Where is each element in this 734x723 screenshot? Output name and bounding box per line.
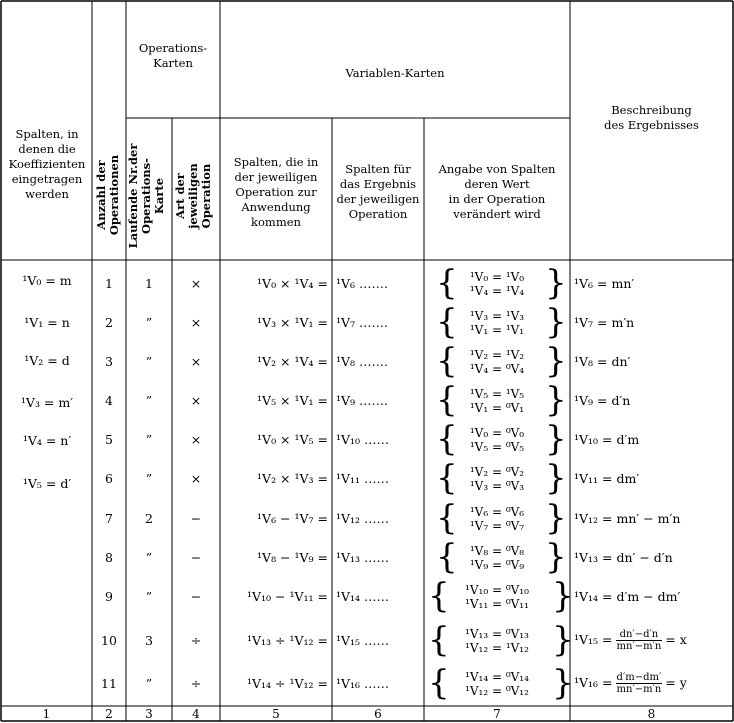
operation-number: 6 [105,471,113,486]
fraction-denominator: mn′−m′n [616,684,662,695]
result-variable: ¹V₇ ……. [336,315,388,330]
operation-number: 3 [105,354,113,369]
right-brace: } [545,537,567,577]
left-brace: { [436,302,458,342]
applied-variables: ¹V₁₄ ÷ ¹V₁₂ = [247,676,328,691]
left-brace: { [436,263,458,303]
coefficient-entry: ¹V₄ = n′ [22,433,72,448]
right-brace: } [545,263,567,303]
operation-type: ÷ [190,676,202,691]
card-number: ” [145,589,153,604]
right-brace: } [552,663,574,703]
header-spalten: Spalten, in denen die Koeffizienten eingetragen werden [8,127,86,201]
operation-number: 8 [105,550,113,565]
applied-variables: ¹V₃ × ¹V₁ = [257,315,328,330]
header-angabe: Angabe von Spalten deren Wert in der Operation verändert wird [438,162,556,221]
applied-variables: ¹V₀ × ¹V₄ = [257,276,328,291]
card-number: ” [145,550,153,565]
applied-variables: ¹V₈ − ¹V₉ = [257,550,328,565]
right-brace: } [552,620,574,660]
changed-variables: ¹V₁₄ = ⁰V₁₄ ¹V₁₂ = ⁰V₁₂ [465,670,529,698]
result-description: ¹V₆ = mn′ [574,276,635,291]
description-lhs: ¹V₁₅ = [574,632,613,647]
result-description [574,627,732,653]
header-beschreibung: Beschreibung des Ergebnisses [604,103,699,132]
card-number: ” [145,315,153,330]
column-number: 4 [192,707,200,721]
operation-number: 4 [105,393,113,408]
result-variable: ¹V₁₀ …… [336,432,390,447]
operation-type: − [190,550,202,565]
card-number: 2 [145,511,153,526]
operation-number: 5 [105,432,113,447]
changed-variables: ¹V₅ = ¹V₅ ¹V₁ = ⁰V₁ [469,387,525,415]
result-description: ¹V₁₁ = dm′ [574,471,640,486]
operation-number: 2 [105,315,113,330]
result-variable: ¹V₁₃ …… [336,550,390,565]
card-number: ” [145,676,153,691]
header-laufende: Laufende Nr.der Operations- Karte [126,143,166,249]
operation-type: × [190,354,202,369]
header-anzahl: Anzahl der Operationen [94,154,121,236]
result-description: ¹V₉ = d′n [574,393,631,408]
operation-number: 11 [101,676,117,691]
operation-number: 10 [101,633,117,648]
operation-type: ÷ [190,633,202,648]
left-brace: { [428,663,450,703]
result-variable: ¹V₉ ……. [336,393,388,408]
column-number: 2 [105,707,113,721]
right-brace: } [545,458,567,498]
left-brace: { [436,419,458,459]
result-description: ¹V₁₂ = mn′ − m′n [574,511,681,526]
changed-variables: ¹V₂ = ¹V₂ ¹V₄ = ⁰V₄ [469,348,525,376]
applied-variables: ¹V₁₃ ÷ ¹V₁₂ = [247,633,328,648]
fraction-denominator: mn′−m′n [616,641,662,652]
left-brace: { [428,620,450,660]
left-brace: { [436,458,458,498]
header-operations-karten: Operations- Karten [138,41,208,70]
column-number: 7 [493,707,501,721]
card-number: ” [145,393,153,408]
left-brace: { [436,341,458,381]
left-brace: { [428,576,450,616]
result-variable: ¹V₁₄ …… [336,589,390,604]
changed-variables: ¹V₀ = ⁰V₀ ¹V₅ = ⁰V₅ [469,426,525,454]
description-fraction [616,672,663,695]
right-brace: } [545,341,567,381]
description-fraction [616,629,663,652]
result-description: ¹V₁₃ = dn′ − d′n [574,550,673,565]
description-lhs: ¹V₁₆ = [574,675,613,690]
card-number: ” [145,432,153,447]
result-variable: ¹V₁₁ …… [336,471,390,486]
header-spalten-ergebnis: Spalten für das Ergebnis der jeweiligen Operation [336,162,420,221]
operation-number: 9 [105,589,113,604]
applied-variables: ¹V₂ × ¹V₄ = [257,354,328,369]
applied-variables: ¹V₆ − ¹V₇ = [257,511,328,526]
fraction-numerator: d′m−dm′ [616,672,662,683]
column-number: 5 [272,707,280,721]
left-brace: { [436,537,458,577]
changed-variables: ¹V₀ = ¹V₀ ¹V₄ = ¹V₄ [469,270,525,298]
changed-variables: ¹V₂ = ⁰V₂ ¹V₃ = ⁰V₃ [469,465,525,493]
fraction-numerator: dn′−d′n [616,629,663,641]
applied-variables: ¹V₁₀ − ¹V₁₁ = [247,589,328,604]
right-brace: } [545,380,567,420]
right-brace: } [552,576,574,616]
result-variable: ¹V₁₆ …… [336,676,390,691]
coefficient-entry: ¹V₂ = d [24,353,70,368]
coefficient-entry: ¹V₁ = n [24,315,70,330]
result-description: ¹V₁₄ = d′m − dm′ [574,589,681,604]
changed-variables: ¹V₈ = ⁰V₈ ¹V₉ = ⁰V₉ [469,544,525,572]
header-spalten-anwendung: Spalten, die in der jeweiligen Operation zur Anwendung kommen [233,155,319,229]
result-variable: ¹V₈ ……. [336,354,388,369]
result-description [574,670,732,696]
left-brace: { [436,380,458,420]
right-brace: } [545,498,567,538]
description-rhs: = y [665,675,687,690]
operation-type: × [190,471,202,486]
changed-variables: ¹V₃ = ¹V₃ ¹V₁ = ¹V₁ [469,309,525,337]
operation-type: × [190,393,202,408]
applied-variables: ¹V₀ × ¹V₅ = [257,432,328,447]
changed-variables: ¹V₆ = ⁰V₆ ¹V₇ = ⁰V₇ [469,505,525,533]
operation-type: − [190,511,202,526]
changed-variables: ¹V₁₀ = ⁰V₁₀ ¹V₁₁ = ⁰V₁₁ [465,583,529,611]
changed-variables: ¹V₁₃ = ⁰V₁₃ ¹V₁₂ = ¹V₁₂ [465,627,529,655]
card-number: ” [145,471,153,486]
column-number: 6 [374,707,382,721]
operation-type: × [190,432,202,447]
result-variable: ¹V₁₅ …… [336,633,390,648]
operation-number: 1 [105,276,113,291]
result-description: ¹V₈ = dn′ [574,354,631,369]
operation-number: 7 [105,511,113,526]
left-brace: { [436,498,458,538]
column-number: 8 [647,707,656,721]
result-description: ¹V₁₀ = d′m [574,432,640,447]
operation-type: − [190,589,202,604]
coefficient-entry: ¹V₀ = m [22,273,72,288]
result-variable: ¹V₁₂ …… [336,511,390,526]
description-rhs: = x [665,632,687,647]
coefficient-entry: ¹V₃ = m′ [20,395,74,410]
operation-type: × [190,315,202,330]
header-art: Art der jeweiligen Operation [173,163,213,229]
result-variable: ¹V₆ ……. [336,276,388,291]
card-number: 3 [145,633,153,648]
right-brace: } [545,419,567,459]
coefficient-entry: ¹V₅ = d′ [22,476,72,491]
header-variablen-karten: Variablen-Karten [345,66,445,80]
applied-variables: ¹V₅ × ¹V₁ = [257,393,328,408]
column-number: 1 [42,707,51,721]
applied-variables: ¹V₂ × ¹V₃ = [257,471,328,486]
result-description: ¹V₇ = m′n [574,315,635,330]
column-number: 3 [145,707,153,721]
operation-type: × [190,276,202,291]
card-number: 1 [145,276,153,291]
right-brace: } [545,302,567,342]
card-number: ” [145,354,153,369]
